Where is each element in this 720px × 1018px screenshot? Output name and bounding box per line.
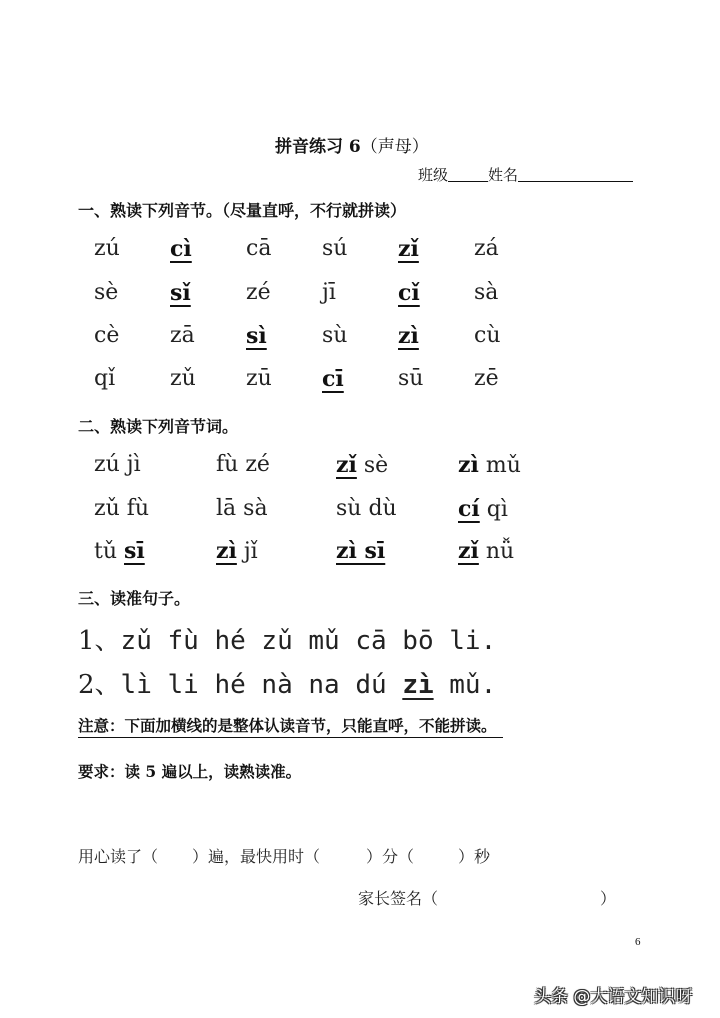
reading-record: [78, 844, 490, 867]
syllable: cí: [458, 496, 480, 522]
syllable: mǔ: [485, 453, 521, 478]
syllable-word: [336, 538, 385, 564]
syllable: dù: [368, 496, 397, 521]
record-label-fastest: ）遍，最快用时（: [192, 847, 321, 866]
syllable: lā: [216, 496, 237, 521]
syllable-word: [216, 538, 258, 564]
record-label-minutes: ）分（: [366, 847, 415, 866]
syllable: zǔ: [94, 496, 120, 521]
syllable: fù: [216, 452, 239, 477]
syllable: sù: [322, 323, 348, 348]
syllable: cè: [94, 323, 120, 348]
sentence-1: [78, 620, 496, 657]
syllable-word: [94, 538, 145, 564]
syllable: qǐ: [94, 366, 116, 391]
syllable: zú: [94, 452, 120, 477]
syllable: zé: [245, 452, 270, 477]
syllable: cù: [474, 323, 501, 348]
syllable: qì: [486, 497, 508, 522]
syllable: nǚ: [485, 539, 515, 564]
syllable: sà: [243, 496, 268, 521]
syllable: cì: [170, 236, 192, 262]
syllable: cǐ: [398, 280, 420, 306]
syllable: cā: [246, 236, 272, 261]
syllable: sū: [398, 366, 424, 391]
sentence-number: 2、: [78, 670, 121, 700]
syllable: zá: [474, 236, 499, 261]
section2-heading: 二、熟读下列音节词。: [78, 417, 239, 436]
parent-sign-label: 家长签名（: [358, 889, 439, 908]
syllable: sù: [336, 496, 362, 521]
syllable-word: [336, 452, 388, 478]
syllable: tǔ: [94, 539, 118, 564]
syllable: sī: [124, 538, 145, 564]
page-number: 6: [635, 936, 641, 948]
syllable: sì: [246, 323, 267, 349]
syllable: zē: [474, 366, 499, 391]
sentence-text: zǔ fù hé zǔ mǔ cā bō li.: [120, 626, 497, 656]
record-label-seconds: ）秒: [458, 847, 491, 866]
sentence-text: lì li hé nà na dú: [120, 670, 403, 700]
syllable-word: [216, 452, 270, 477]
syllable: zǔ: [170, 366, 196, 391]
page-title: [275, 132, 429, 157]
syllable-word: [458, 452, 521, 478]
syllable-word: [336, 496, 397, 521]
syllable: zì: [398, 323, 419, 349]
watermark: 头条 @大语文知识呀: [534, 987, 693, 1007]
syllable: sè: [94, 280, 119, 305]
sentence-number: 1、: [78, 626, 121, 656]
syllable: sǐ: [170, 280, 191, 306]
syllable: jǐ: [243, 539, 258, 564]
syllable-word: [458, 538, 514, 564]
requirement-text: 要求：读 5 遍以上，读熟读准。: [78, 762, 302, 781]
whole-syllable: zì: [402, 670, 434, 700]
sentence-2: [78, 664, 496, 701]
parent-sign-close: ）: [600, 889, 617, 908]
syllable: zì: [216, 538, 237, 564]
syllable-word: [94, 496, 149, 521]
note-text: 注意：下面加横线的是整体认读音节，只能直呼，不能拼读。: [78, 714, 503, 738]
syllable: zé: [246, 280, 271, 305]
record-label-times: 用心读了（: [78, 847, 159, 866]
syllable: fù: [126, 496, 150, 521]
title-subtitle: （声母）: [360, 137, 429, 157]
syllable: zū: [246, 366, 272, 391]
section1-heading: 一、熟读下列音节。（尽量直呼，不行就拼读）: [78, 201, 407, 220]
syllable: zā: [170, 323, 195, 348]
syllable-word: [216, 496, 268, 521]
syllable-word: [94, 452, 141, 477]
syllable: zǐ: [458, 538, 479, 564]
title-text: 拼音练习 6: [275, 137, 361, 157]
syllable: cī: [322, 366, 344, 392]
syllable: jī: [322, 280, 336, 305]
sentence-text-end: mǔ.: [433, 670, 497, 700]
name-blank[interactable]: [518, 181, 633, 182]
syllable: sú: [322, 236, 348, 261]
syllable: zì: [458, 452, 479, 478]
syllable: sè: [363, 453, 389, 478]
syllable: zǐ: [398, 236, 419, 262]
syllable: jì: [126, 452, 141, 477]
name-label: 姓名: [488, 166, 519, 184]
class-name-line: [418, 164, 633, 185]
syllable: sà: [474, 280, 499, 305]
class-blank[interactable]: [448, 181, 488, 182]
syllable: zǐ: [336, 452, 357, 478]
syllable: zú: [94, 236, 120, 261]
syllable: zì sī: [336, 538, 386, 564]
parent-signature: [358, 886, 616, 909]
section3-heading: 三、读准句子。: [78, 589, 191, 608]
class-label: 班级: [418, 166, 449, 184]
syllable-word: [458, 496, 508, 522]
